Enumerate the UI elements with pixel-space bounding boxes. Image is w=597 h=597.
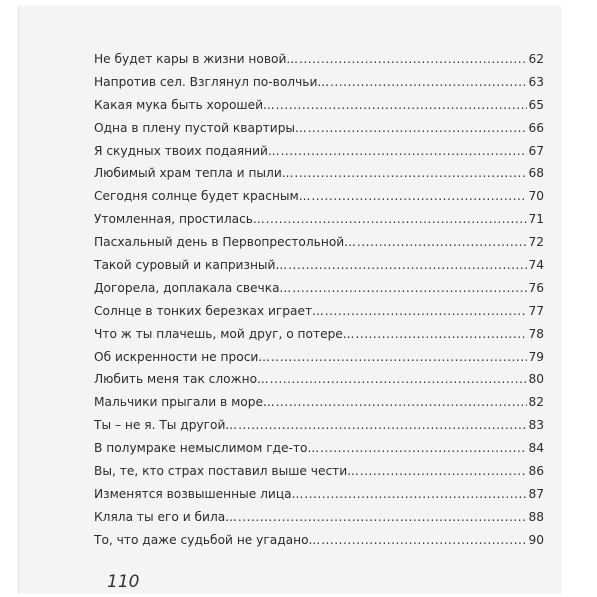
toc-entry-title: Солнце в тонких березках играет... bbox=[94, 303, 324, 318]
toc-entry bbox=[94, 510, 544, 533]
toc-entry-title: Догорела, доплакала свечка... bbox=[94, 280, 292, 295]
toc-entry-page: 87 bbox=[528, 486, 544, 501]
dot-leader bbox=[238, 510, 528, 524]
dot-leader bbox=[321, 533, 527, 547]
book-page bbox=[18, 6, 560, 593]
toc-entry-page: 71 bbox=[528, 212, 544, 227]
toc-entry-title: Кляла ты его и била... bbox=[94, 509, 237, 524]
page-number: 110 bbox=[107, 572, 140, 592]
toc-entry-page: 86 bbox=[528, 464, 544, 479]
toc-entry-page: 74 bbox=[528, 258, 544, 273]
toc-entry bbox=[94, 395, 544, 418]
toc-entry-title: Такой суровый и капризный... bbox=[94, 258, 288, 273]
toc-entry bbox=[94, 304, 544, 327]
dot-leader bbox=[276, 98, 528, 112]
dot-leader bbox=[238, 418, 527, 432]
toc-entry bbox=[94, 441, 544, 464]
toc-entry-title: Ты – не я. Ты другой... bbox=[94, 418, 238, 433]
toc-entry-title: Утомленная, простилась... bbox=[94, 212, 265, 227]
toc-entry-title: Мальчики прыгали в море... bbox=[94, 395, 275, 410]
toc-entry-page: 65 bbox=[528, 97, 544, 112]
toc-entry-title: Пасхальный день в Первопрестольной... bbox=[94, 235, 356, 250]
toc-entry bbox=[94, 75, 544, 98]
toc-entry-title: Об искренности не проси... bbox=[94, 349, 270, 364]
toc-entry-title: Любить меня так сложно... bbox=[94, 372, 269, 387]
toc-entry bbox=[94, 144, 544, 167]
dot-leader bbox=[281, 144, 528, 158]
toc-entry bbox=[94, 533, 544, 556]
toc-entry bbox=[94, 98, 544, 121]
toc-entry bbox=[94, 487, 544, 510]
toc-entry bbox=[94, 189, 544, 212]
toc-entry-title: Не будет кары в жизни новой... bbox=[94, 52, 299, 66]
dot-leader bbox=[320, 441, 527, 455]
toc-entry-title: Любимый храм тепла и пыли... bbox=[94, 166, 294, 181]
toc-entry-page: 77 bbox=[528, 303, 544, 318]
toc-entry-page: 79 bbox=[528, 349, 544, 364]
toc-entry-page: 84 bbox=[528, 441, 544, 456]
toc-entry bbox=[94, 121, 544, 144]
toc-entry-title: В полумраке немыслимом где-то... bbox=[94, 441, 320, 456]
toc-entry-title: Изменятся возвышенные лица... bbox=[94, 486, 304, 501]
toc-entry-page: 88 bbox=[528, 509, 544, 524]
dot-leader bbox=[357, 235, 528, 249]
toc-entry-title: Вы, те, кто страх поставил выше чести... bbox=[94, 464, 359, 479]
toc-entry-title: Сегодня солнце будет красным... bbox=[94, 189, 311, 204]
toc-entry bbox=[94, 281, 544, 304]
toc-entry bbox=[94, 258, 544, 281]
toc-entry-page: 70 bbox=[528, 189, 544, 204]
toc-entry bbox=[94, 235, 544, 258]
toc-entry-title: Какая мука быть хорошей... bbox=[94, 97, 275, 112]
toc-entry-page: 72 bbox=[528, 235, 544, 250]
toc-entry-page: 82 bbox=[528, 395, 544, 410]
toc-entry-title: То, что даже судьбой не угадано... bbox=[94, 532, 321, 547]
toc-entry bbox=[94, 372, 544, 395]
dot-leader bbox=[294, 166, 527, 180]
toc-entry-page: 66 bbox=[528, 120, 544, 135]
toc-entry-page: 62 bbox=[528, 52, 544, 66]
dot-leader bbox=[270, 372, 528, 386]
toc-entry-title: Я скудных твоих подаяний... bbox=[94, 143, 280, 158]
dot-leader bbox=[311, 189, 527, 203]
dot-leader bbox=[355, 327, 527, 341]
toc-entry-page: 80 bbox=[528, 372, 544, 387]
toc-entry-page: 63 bbox=[528, 74, 544, 89]
toc-entry-page: 83 bbox=[528, 418, 544, 433]
toc-entry bbox=[94, 212, 544, 235]
toc-entry bbox=[94, 327, 544, 350]
toc-entry bbox=[94, 166, 544, 189]
toc-entry bbox=[94, 464, 544, 487]
dot-leader bbox=[292, 281, 527, 295]
toc-entry-page: 90 bbox=[528, 532, 544, 547]
toc-entry bbox=[94, 418, 544, 441]
dot-leader bbox=[330, 75, 527, 89]
toc-entry bbox=[94, 52, 544, 75]
dot-leader bbox=[288, 258, 527, 272]
toc-entry-page: 78 bbox=[528, 326, 544, 341]
dot-leader bbox=[308, 121, 528, 135]
dot-leader bbox=[271, 350, 528, 364]
toc-entry-page: 67 bbox=[528, 143, 544, 158]
toc-entry-title: Напротив сел. Взглянул по-волчьи... bbox=[94, 74, 329, 89]
dot-leader bbox=[360, 464, 528, 478]
toc-entry-title: Что ж ты плачешь, мой друг, о потере... bbox=[94, 326, 355, 341]
toc-entry bbox=[94, 350, 544, 373]
dot-leader bbox=[304, 487, 527, 501]
dot-leader bbox=[299, 52, 527, 66]
dot-leader bbox=[325, 304, 528, 318]
toc-entry-page: 76 bbox=[528, 280, 544, 295]
dot-leader bbox=[276, 395, 528, 409]
table-of-contents bbox=[94, 52, 544, 556]
toc-entry-title: Одна в плену пустой квартиры... bbox=[94, 120, 307, 135]
dot-leader bbox=[266, 212, 528, 226]
toc-entry-page: 68 bbox=[528, 166, 544, 181]
